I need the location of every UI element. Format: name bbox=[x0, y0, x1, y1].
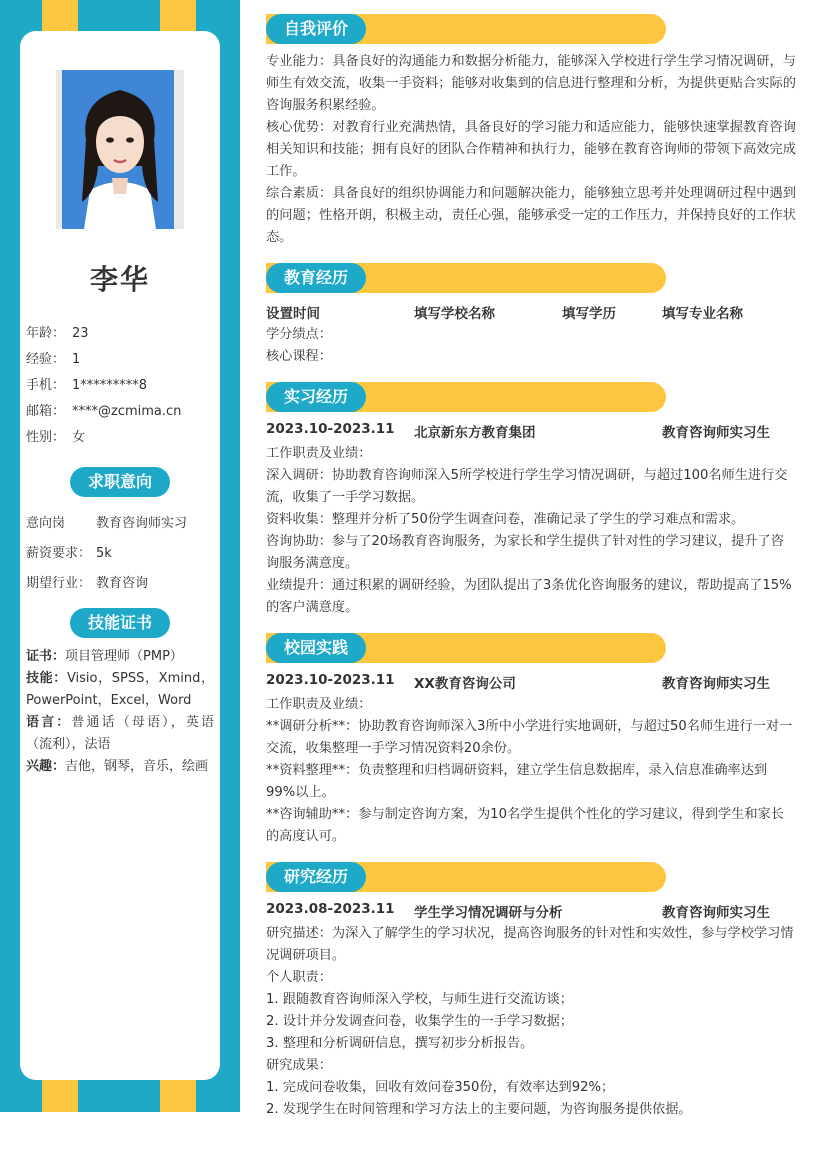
intent-label: 意向岗 bbox=[26, 516, 66, 531]
skill-label: 兴趣： bbox=[26, 759, 66, 774]
info-email bbox=[26, 400, 181, 419]
research-line: 3. 整理和分析调研信息，撰写初步分析报告。 bbox=[266, 1036, 534, 1051]
education-courses: 核心课程： bbox=[266, 349, 332, 364]
campus-line: **资料整理**：负责整理和归档调研资料，建立学生信息数据库，录入信息准确率达到99%以上。 bbox=[266, 763, 768, 800]
campus-line: **调研分析**：协助教育咨询师深入3所中小学进行实地调研，与超过50名师生进行一对一交流，收集整理一手学习情况资料20余份。 bbox=[266, 719, 793, 756]
intent-industry bbox=[26, 572, 148, 591]
intent-label: 薪资要求： bbox=[26, 546, 92, 561]
skill-value: 普通话（母语），英语（流利），法语 bbox=[26, 715, 214, 752]
person-portrait-icon bbox=[56, 70, 184, 229]
info-age bbox=[26, 322, 89, 341]
research-line: 研究描述：为深入了解学生的学习状况，提高咨询服务的针对性和实效性，参与学校学习情况调研项目。 bbox=[266, 926, 794, 963]
internship-line: 咨询协助：参与了20场教育咨询服务，为家长和学生提供了针对性的学习建议，提升了咨询服务满意度。 bbox=[266, 534, 784, 571]
research-line: 2. 设计并分发调查问卷，收集学生的一手学习数据； bbox=[266, 1014, 573, 1029]
research-line: 个人职责： bbox=[266, 970, 332, 985]
intent-label: 期望行业： bbox=[26, 576, 92, 591]
education-major: 填写专业名称 bbox=[662, 306, 743, 322]
research-line: 1. 跟随教育咨询师深入学校，与师生进行交流访谈； bbox=[266, 992, 573, 1007]
section-title: 校园实践 bbox=[266, 633, 366, 663]
education-school: 填写学校名称 bbox=[414, 306, 495, 322]
skill-label: 语言： bbox=[26, 715, 72, 730]
info-label: 性别： bbox=[26, 430, 66, 445]
education-degree: 填写学历 bbox=[562, 306, 616, 322]
skill-label: 证书： bbox=[26, 649, 66, 664]
section-header-self-eval bbox=[266, 14, 666, 44]
education-time: 设置时间 bbox=[266, 306, 320, 322]
intent-position bbox=[26, 512, 187, 531]
info-value: 1*********8 bbox=[72, 378, 148, 393]
campus-role: 教育咨询师实习生 bbox=[662, 676, 770, 692]
campus-time: 2023.10-2023.11 bbox=[266, 672, 395, 688]
education-gpa: 学分绩点： bbox=[266, 327, 332, 342]
section-title: 自我评价 bbox=[266, 14, 366, 44]
decor-stripe bbox=[160, 0, 196, 31]
skill-label: 技能： bbox=[26, 671, 67, 686]
self-eval-paragraph: 核心优势：对教育行业充满热情，具备良好的学习能力和适应能力，能够快速掌握教育咨询相关知识和技能；拥有良好的团队合作精神和执行力，能够在教育咨询师的带领下高效完成工作。 bbox=[266, 120, 796, 179]
self-eval-paragraph: 专业能力：具备良好的沟通能力和数据分析能力，能够深入学校进行学生学习情况调研，与师生有效交流，收集一手资料；能够对收集到的信息进行整理和分析，为提供更贴合实际的咨询服务积累经验。 bbox=[266, 54, 796, 113]
info-value: 23 bbox=[72, 326, 89, 341]
research-line: 1. 完成问卷收集，回收有效问卷350份，有效率达到92%； bbox=[266, 1080, 615, 1095]
skill-item bbox=[26, 668, 214, 712]
skill-item bbox=[26, 756, 214, 778]
internship-role: 教育咨询师实习生 bbox=[662, 425, 770, 441]
skill-value: 项目管理师（PMP） bbox=[65, 649, 183, 664]
skills-list bbox=[26, 646, 214, 778]
section-header-campus bbox=[266, 633, 666, 663]
internship-time: 2023.10-2023.11 bbox=[266, 421, 395, 437]
section-header-education bbox=[266, 263, 666, 293]
info-label: 经验： bbox=[26, 352, 66, 367]
info-gender bbox=[26, 426, 85, 445]
section-title: 实习经历 bbox=[266, 382, 366, 412]
research-line: 2. 发现学生在时间管理和学习方法上的主要问题，为咨询服务提供依据。 bbox=[266, 1102, 692, 1117]
research-role: 教育咨询师实习生 bbox=[662, 905, 770, 921]
info-value: 1 bbox=[72, 352, 81, 367]
info-experience bbox=[26, 348, 80, 367]
internship-line: 深入调研：协助教育咨询师深入5所学校进行学生学习情况调研，与超过100名师生进行交流，收集了一手学习数据。 bbox=[266, 468, 788, 505]
internship-org: 北京新东方教育集团 bbox=[414, 425, 536, 441]
campus-org: XX教育咨询公司 bbox=[414, 676, 516, 692]
info-value: ****@zcmima.cn bbox=[72, 404, 182, 419]
info-value: 女 bbox=[72, 430, 86, 445]
internship-line: 资料收集：整理并分析了50份学生调查问卷，准确记录了学生的学习难点和需求。 bbox=[266, 512, 745, 527]
campus-line: 工作职责及业绩： bbox=[266, 697, 372, 712]
skill-item bbox=[26, 646, 214, 668]
profile-photo bbox=[56, 70, 184, 229]
intent-value: 教育咨询师实习 bbox=[96, 516, 188, 531]
campus-line: **咨询辅助**：参与制定咨询方案，为10名学生提供个性化的学习建议，得到学生和家长的高度认可。 bbox=[266, 807, 784, 844]
info-label: 年龄： bbox=[26, 326, 66, 341]
decor-stripe bbox=[42, 0, 78, 31]
research-project: 学生学习情况调研与分析 bbox=[414, 905, 563, 921]
intent-value: 5k bbox=[96, 546, 112, 561]
decor-stripe bbox=[160, 1080, 196, 1112]
info-label: 邮箱： bbox=[26, 404, 66, 419]
intent-salary bbox=[26, 542, 112, 561]
info-label: 手机： bbox=[26, 378, 66, 393]
skill-value: Visio，SPSS，Xmind，PowerPoint，Excel，Word bbox=[26, 671, 214, 708]
research-time: 2023.08-2023.11 bbox=[266, 901, 395, 917]
internship-line: 业绩提升：通过积累的调研经验，为团队提出了3条优化咨询服务的建议，帮助提高了15%的客户满意度。 bbox=[266, 578, 792, 615]
decor-stripe bbox=[42, 1080, 78, 1112]
section-title: 教育经历 bbox=[266, 263, 366, 293]
section-title-intent: 求职意向 bbox=[70, 467, 170, 497]
intent-value: 教育咨询 bbox=[96, 576, 149, 591]
info-phone bbox=[26, 374, 147, 393]
candidate-name: 李华 bbox=[89, 263, 150, 296]
section-header-internship bbox=[266, 382, 666, 412]
self-eval-paragraph: 综合素质：具备良好的组织协调能力和问题解决能力，能够独立思考并处理调研过程中遇到的问题；性格开朗，积极主动，责任心强，能够承受一定的工作压力，并保持良好的工作状态。 bbox=[266, 186, 796, 245]
section-title: 研究经历 bbox=[266, 862, 366, 892]
section-title-skills: 技能证书 bbox=[70, 608, 170, 638]
skill-item bbox=[26, 712, 214, 756]
internship-line: 工作职责及业绩： bbox=[266, 446, 372, 461]
section-header-research bbox=[266, 862, 666, 892]
skill-value: 吉他，钢琴，音乐，绘画 bbox=[65, 759, 209, 774]
research-line: 研究成果： bbox=[266, 1058, 332, 1073]
